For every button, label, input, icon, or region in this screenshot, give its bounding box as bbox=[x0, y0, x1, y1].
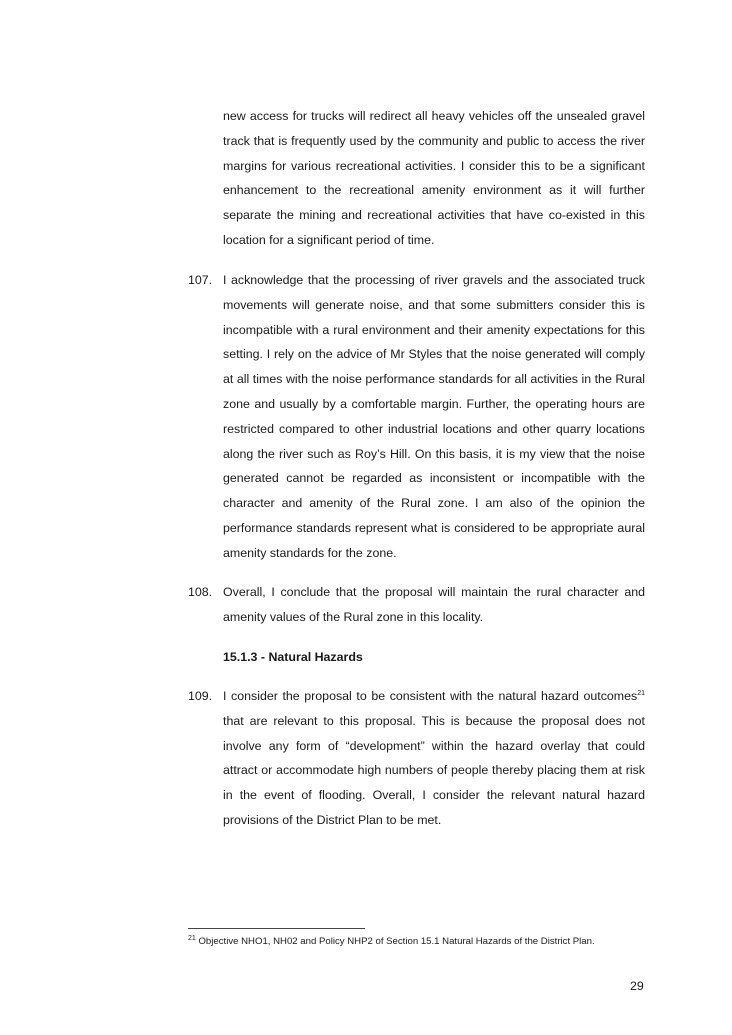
footnote bbox=[188, 935, 595, 949]
footnote-marker: 21 bbox=[188, 934, 196, 942]
paragraph-108: Overall, I conclude that the proposal will maintain the rural character and amenity values of the Rural zone in this locality. bbox=[223, 585, 645, 624]
paragraph-109 bbox=[223, 684, 645, 833]
page-number: 29 bbox=[630, 979, 644, 993]
paragraph-number-109: 109. bbox=[188, 689, 213, 703]
paragraph-107: I acknowledge that the processing of river gravels and the associated truck movements will generate noise, and that some submitters consider this is incompatible with a rural environment and their amenity expectations for this setting. I rely on the advice of Mr Styles that the noise generated will comply at all times with the noise performance standards for all activities in the Rural zone and usually by a comfortable margin. Further, the operating hours are restricted compared to other industrial locations and other quarry locations along the river such as Roy’s Hill. On this basis, it is my view that the noise generated cannot be regarded as inconsistent or incompatible with the character and amenity of the Rural zone. I am also of the opinion the performance standards represent what is considered to be appropriate aural amenity standards for the zone. bbox=[223, 273, 645, 560]
footnote-separator bbox=[188, 928, 365, 929]
footnote-text: Objective NHO1, NH02 and Policy NHP2 of Section 15.1 Natural Hazards of the District Plan. bbox=[195, 936, 595, 947]
paragraph-number-108: 108. bbox=[188, 585, 213, 599]
paragraph-continuation: new access for trucks will redirect all heavy vehicles off the unsealed gravel track that is frequently used by the community and public to access the river margins for various recreational activities. I consider this to be a significant enhancement to the recreational amenity environment as it will further separate the mining and recreational activities that have co-existed in this location for a significant period of time. bbox=[223, 109, 645, 247]
footnote-reference[interactable]: 21 bbox=[637, 689, 645, 697]
paragraph-number-107: 107. bbox=[188, 273, 213, 287]
paragraph-109-text-after-ref: that are relevant to this proposal. This is because the proposal does not involve any form of “development” within the hazard overlay that could attract or accommodate high numbers of people thereby placing them at risk in the event of flooding. Overall, I consider the relevant natural hazard provisions of the District Plan to be met. bbox=[223, 713, 645, 827]
paragraph-109-text-before-ref: I consider the proposal to be consistent with the natural hazard outcomes bbox=[223, 689, 638, 703]
section-heading: 15.1.3 - Natural Hazards bbox=[223, 650, 363, 664]
